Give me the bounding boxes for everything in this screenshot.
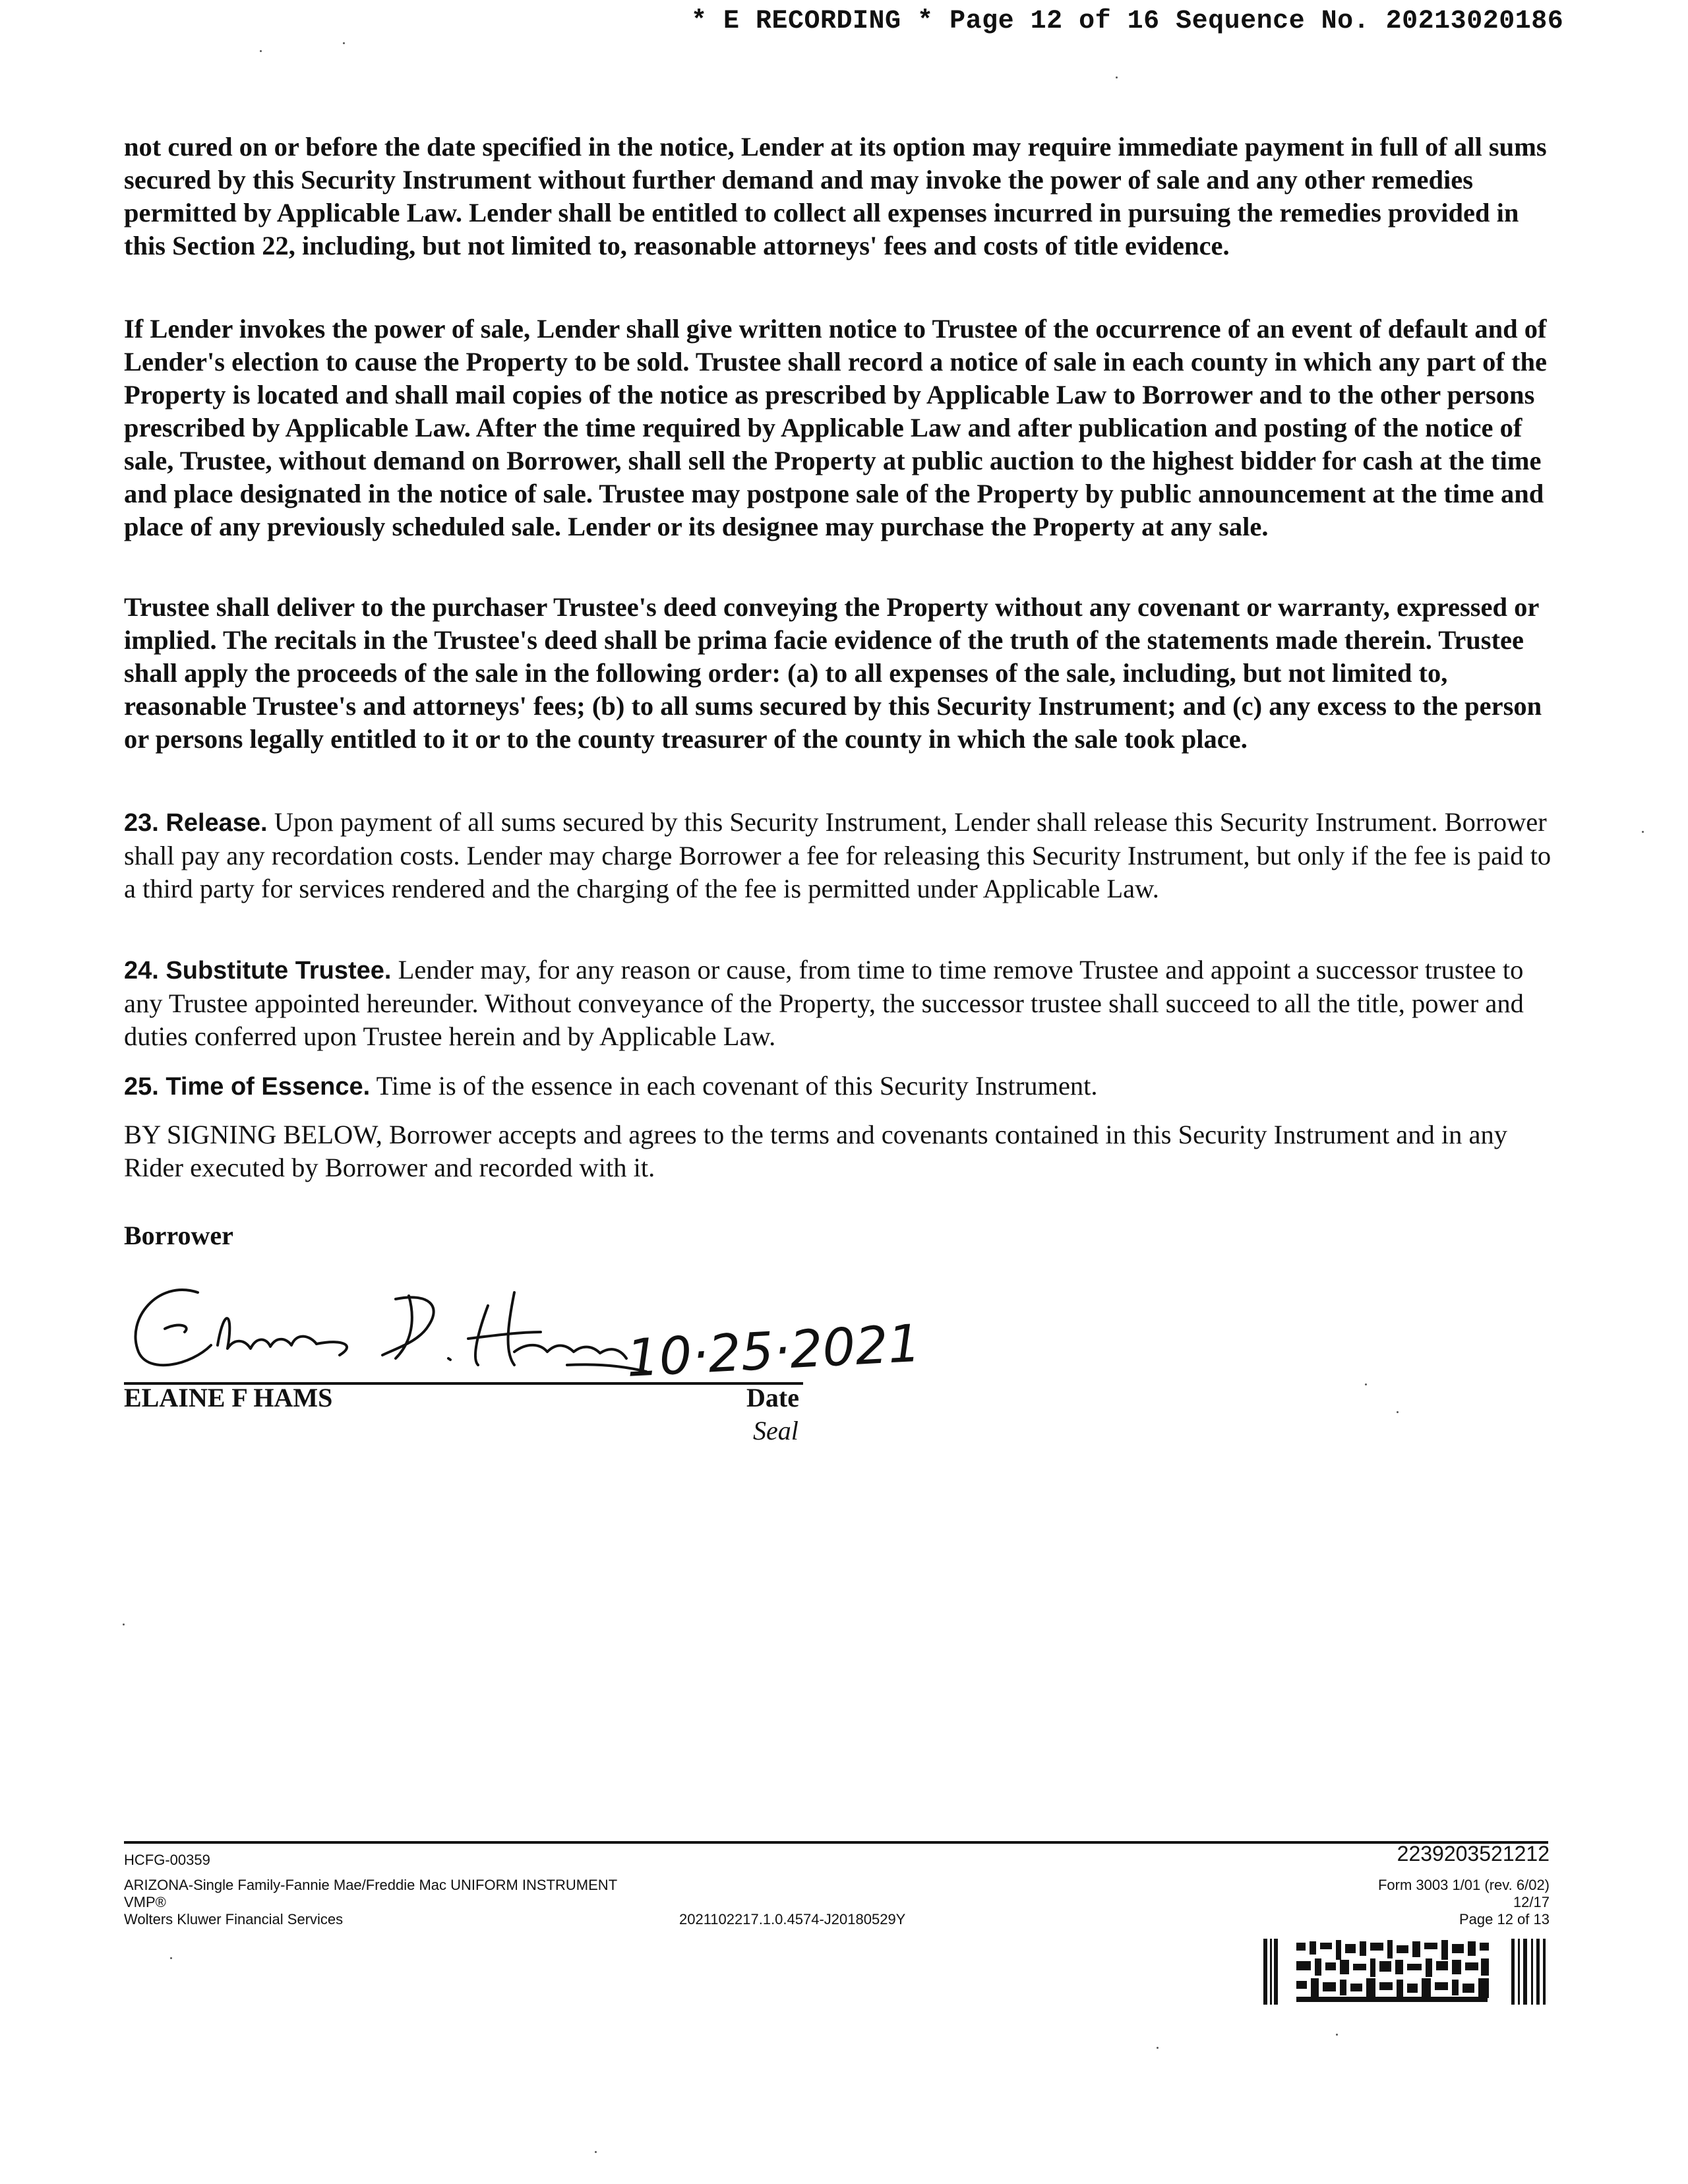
paragraph-power-of-sale: If Lender invokes the power of sale, Lender shall give written notice to Trustee of the occurrence of an event of default and of Lender's election to cause the Property to be sold. Trustee shall record a notice of sale in each county in which any part of the Property is located and shall mail copies of the notice as prescribed by Applicable Law to Borrower and to the other persons prescribed by Applicable Law. After the time required by Applicable Law and after publication and posting of the notice of sale, Trustee, without demand on Borrower, shall sell the Property at public auction to the highest bidder for cash at the time and place designated in the notice of sale. Trustee may postpone sale of the Property by public announcement at the time and place of any previously scheduled sale. Lender or its designee may purchase the Property at any sale. — [124, 314, 1547, 541]
section-25-heading: 25. Time of Essence. — [124, 1073, 371, 1101]
paragraph-remedies: not cured on or before the date specified in the notice, Lender at its option may require immediate payment in full of all sums secured by this Security Instrument without further demand and may invoke the power of sale and any other remedies permitted by Applicable Law. Lender shall be entitled to collect all expenses incurred in pursuing the remedies provided in this Section 22, including, but not limited to, reasonable attorneys' fees and costs of title evidence. — [124, 132, 1547, 260]
section-24-substitute-trustee — [124, 954, 1561, 1053]
section-23-release — [124, 806, 1561, 905]
scan-speck — [1336, 2034, 1338, 2036]
scan-speck — [1642, 831, 1644, 833]
handwritten-date: 10·25·2021 — [624, 1314, 922, 1389]
section-23-text: Upon payment of all sums secured by this Security Instrument, Lender shall release this Security Instrument. Borrower shall pay any recordation costs. Lender may charge Borrower a fee for releasing this Security Instrument, but only if the fee is paid to a third party for services rendered and the charging of the fee is permitted under Applicable Law. — [124, 807, 1552, 903]
footer-form-date: 12/17 — [1513, 1894, 1550, 1910]
footer-instrument-title: ARIZONA-Single Family-Fannie Mae/Freddie Mac UNIFORM INSTRUMENT — [124, 1877, 618, 1893]
scan-speck — [1157, 2047, 1159, 2049]
footer-divider — [124, 1841, 1548, 1844]
section-25-text: Time is of the essence in each covenant of this Security Instrument. — [376, 1071, 1098, 1101]
scan-speck — [1397, 1411, 1399, 1413]
footer-loan-number: 2239203521212 — [1397, 1842, 1550, 1866]
section-25-time-of-essence — [124, 1070, 1561, 1103]
scan-speck — [123, 1623, 125, 1625]
section-23-heading: 23. Release. — [124, 809, 268, 837]
handwritten-signature — [119, 1266, 950, 1391]
footer-form-code: HCFG-00359 — [124, 1852, 210, 1868]
footer-vmp: VMP® — [124, 1894, 166, 1910]
signing-statement: BY SIGNING BELOW, Borrower accepts and agrees to the terms and covenants contained in this Security Instrument and in any Rider executed by Borrower and recorded with it. — [124, 1120, 1507, 1182]
footer-doc-id: 2021102217.1.0.4574-J20180529Y — [679, 1911, 906, 1927]
recording-stamp: * E RECORDING * Page 12 of 16 Sequence No. 20213020186 — [691, 7, 1564, 36]
borrower-name: ELAINE F HAMS — [124, 1383, 333, 1412]
scan-speck — [1116, 76, 1118, 78]
footer-publisher: Wolters Kluwer Financial Services — [124, 1911, 344, 1927]
section-24-heading: 24. Substitute Trustee. — [124, 957, 392, 985]
paragraph-trustee-deed: Trustee shall deliver to the purchaser Trustee's deed conveying the Property without any covenant or warranty, expressed or implied. The recitals in the Trustee's deed shall be prima facie evidence of the truth of the statements made therein. Trustee shall apply the proceeds of the sale in the following order: (a) to all expenses of the sale, including, but not limited to, reasonable Trustee's and attorneys' fees; (b) to all sums secured by this Security Instrument; and (c) any excess to the person or persons legally entitled to it or to the county treasurer of the county in which the sale took place. — [124, 592, 1542, 754]
footer-page-number: Page 12 of 13 — [1459, 1911, 1550, 1927]
seal-label: Seal — [753, 1416, 799, 1445]
date-label: Date — [746, 1383, 799, 1412]
scan-speck — [595, 2151, 597, 2153]
scan-speck — [343, 42, 345, 44]
scan-speck — [260, 50, 262, 52]
scan-speck — [170, 1957, 172, 1959]
footer-form-number: Form 3003 1/01 (rev. 6/02) — [1377, 1877, 1550, 1893]
borrower-label: Borrower — [124, 1221, 233, 1250]
scan-speck — [1365, 1383, 1367, 1385]
section-24-text: Lender may, for any reason or cause, from time to time remove Trustee and appoint a successor trustee to any Trustee appointed hereunder. Without conveyance of the Property, the successor trustee shall succeed to all the title, power and duties conferred upon Trustee herein and by Applicable Law. — [124, 955, 1524, 1051]
barcode — [1263, 1939, 1548, 2005]
